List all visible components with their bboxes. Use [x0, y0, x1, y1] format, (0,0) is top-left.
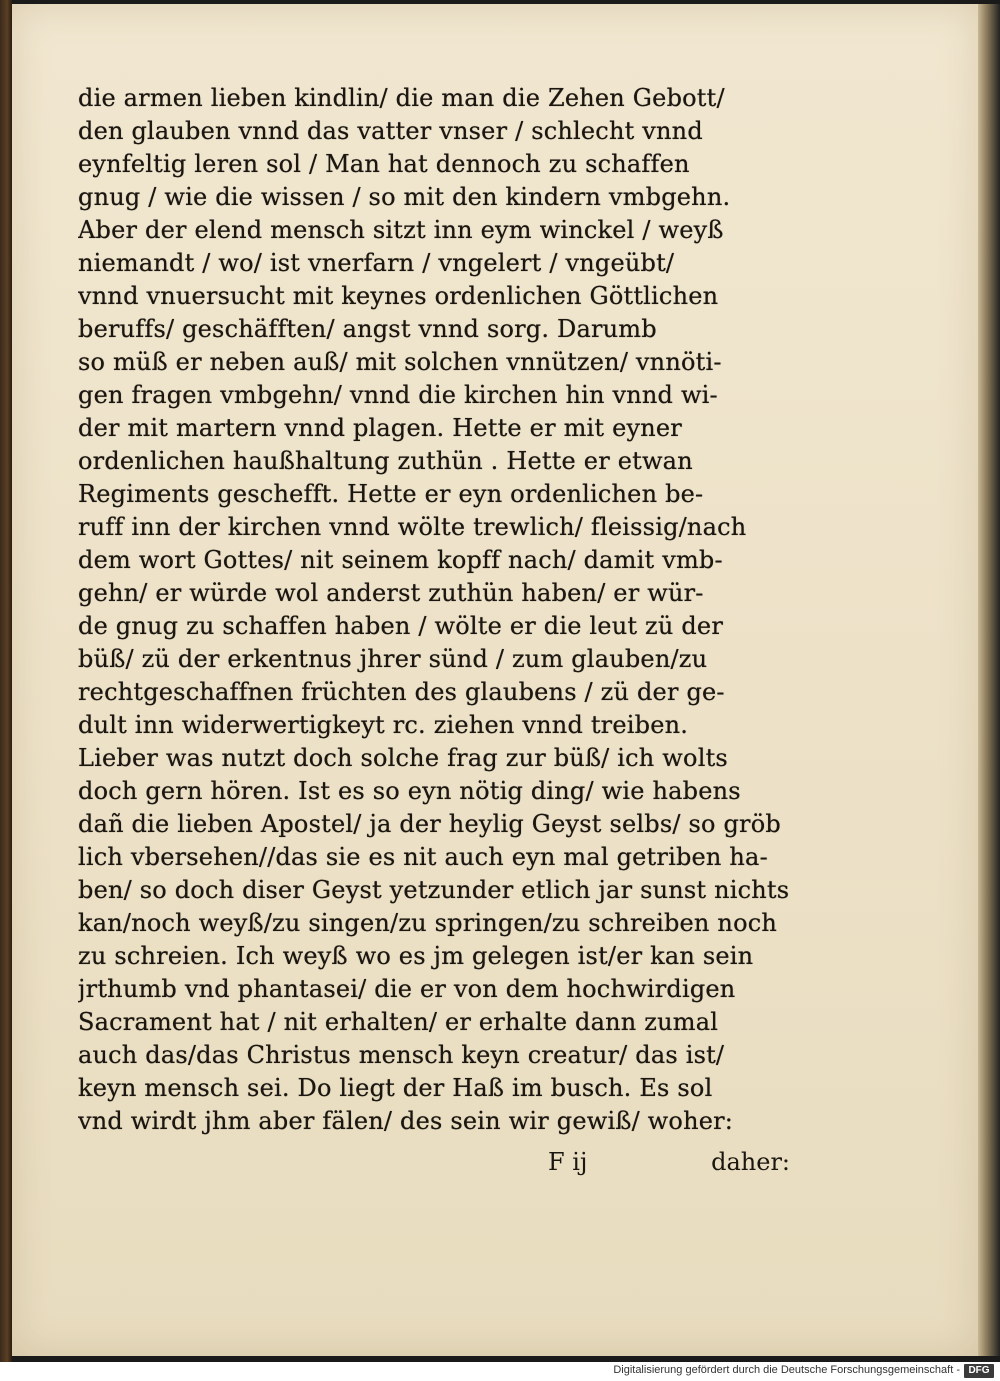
text-line: niemandt / wo/ ist vnerfarn / vngelert / vngeübt/: [78, 249, 675, 277]
text-line: vnnd vnuersucht mit keynes ordenlichen Göttlichen: [78, 282, 719, 310]
text-line: dañ die lieben Apostel/ ja der heylig Geyst selbs/ so gröb: [78, 810, 781, 838]
text-line: die armen lieben kindlin/ die man die Zehen Gebott/: [78, 84, 725, 112]
text-line: dem wort Gottes/ nit seinem kopff nach/ damit vmb-: [78, 546, 723, 574]
text-line: gnug / wie die wissen / so mit den kindern vmbgehn.: [78, 183, 731, 211]
text-line: beruffs/ geschäfften/ angst vnnd sorg. Darumb: [78, 315, 657, 343]
footer-bar: [0, 1362, 1000, 1381]
text-line: eynfeltig leren sol / Man hat dennoch zu schaffen: [78, 150, 690, 178]
text-line: lich vbersehen//das sie es nit auch eyn mal getriben ha-: [78, 843, 768, 871]
binding-edge: [0, 0, 12, 1362]
text-line: Regiments geschefft. Hette er eyn ordenlichen be-: [78, 480, 704, 508]
signature-mark: F ij: [548, 1148, 588, 1176]
text-line: ben/ so doch diser Geyst yetzunder etlich jar sunst nichts: [78, 876, 790, 904]
text-line: dult inn widerwertigkeyt rc. ziehen vnnd treiben.: [78, 711, 689, 739]
page-edge-shadow: [978, 4, 1000, 1356]
text-line: doch gern hören. Ist es so eyn nötig ding/ wie habens: [78, 777, 741, 805]
text-line: Sacrament hat / nit erhalten/ er erhalte dann zumal: [78, 1008, 719, 1036]
text-line: büß/ zü der erkentnus jhrer sünd / zum glauben/zu: [78, 645, 708, 673]
text-line: kan/noch weyß/zu singen/zu springen/zu schreiben noch: [78, 909, 778, 937]
text-line: vnd wirdt jhm aber fälen/ des sein wir gewiß/ woher:: [78, 1107, 734, 1135]
text-line: keyn mensch sei. Do liegt der Haß im busch. Es sol: [78, 1074, 713, 1102]
text-line: ordenlichen haußhaltung zuthün . Hette er etwan: [78, 447, 693, 475]
text-line: rechtgeschaffnen früchten des glaubens / zü der ge-: [78, 678, 725, 706]
text-line: gehn/ er würde wol anderst zuthün haben/ er wür-: [78, 579, 704, 607]
text-line: Lieber was nutzt doch solche frag zur büß/ ich wolts: [78, 744, 728, 772]
text-line: Aber der elend mensch sitzt inn eym winckel / weyß: [78, 216, 724, 244]
page-foot-line: [78, 1148, 790, 1182]
text-line: gen fragen vmbgehn/ vnnd die kirchen hin vnnd wi-: [78, 381, 718, 409]
body-text: [78, 82, 790, 1138]
text-line: jrthumb vnd phantasei/ die er von dem hochwirdigen: [78, 975, 736, 1003]
text-line: so müß er neben auß/ mit solchen vnnützen/ vnnöti-: [78, 348, 722, 376]
text-line: de gnug zu schaffen haben / wölte er die leut zü der: [78, 612, 724, 640]
text-line: auch das/das Christus mensch keyn creatur/ das ist/: [78, 1041, 725, 1069]
funding-notice: Digitalisierung gefördert durch die Deutsche Forschungsgemeinschaft -: [613, 1364, 960, 1376]
catchword: daher:: [711, 1148, 790, 1176]
text-line: der mit martern vnnd plagen. Hette er mit eyner: [78, 414, 682, 442]
text-line: ruff inn der kirchen vnnd wölte trewlich/ fleissig/nach: [78, 513, 747, 541]
text-line: zu schreien. Ich weyß wo es jm gelegen ist/er kan sein: [78, 942, 754, 970]
text-line: den glauben vnnd das vatter vnser / schlecht vnnd: [78, 117, 703, 145]
dfg-logo: DFG: [964, 1364, 994, 1378]
